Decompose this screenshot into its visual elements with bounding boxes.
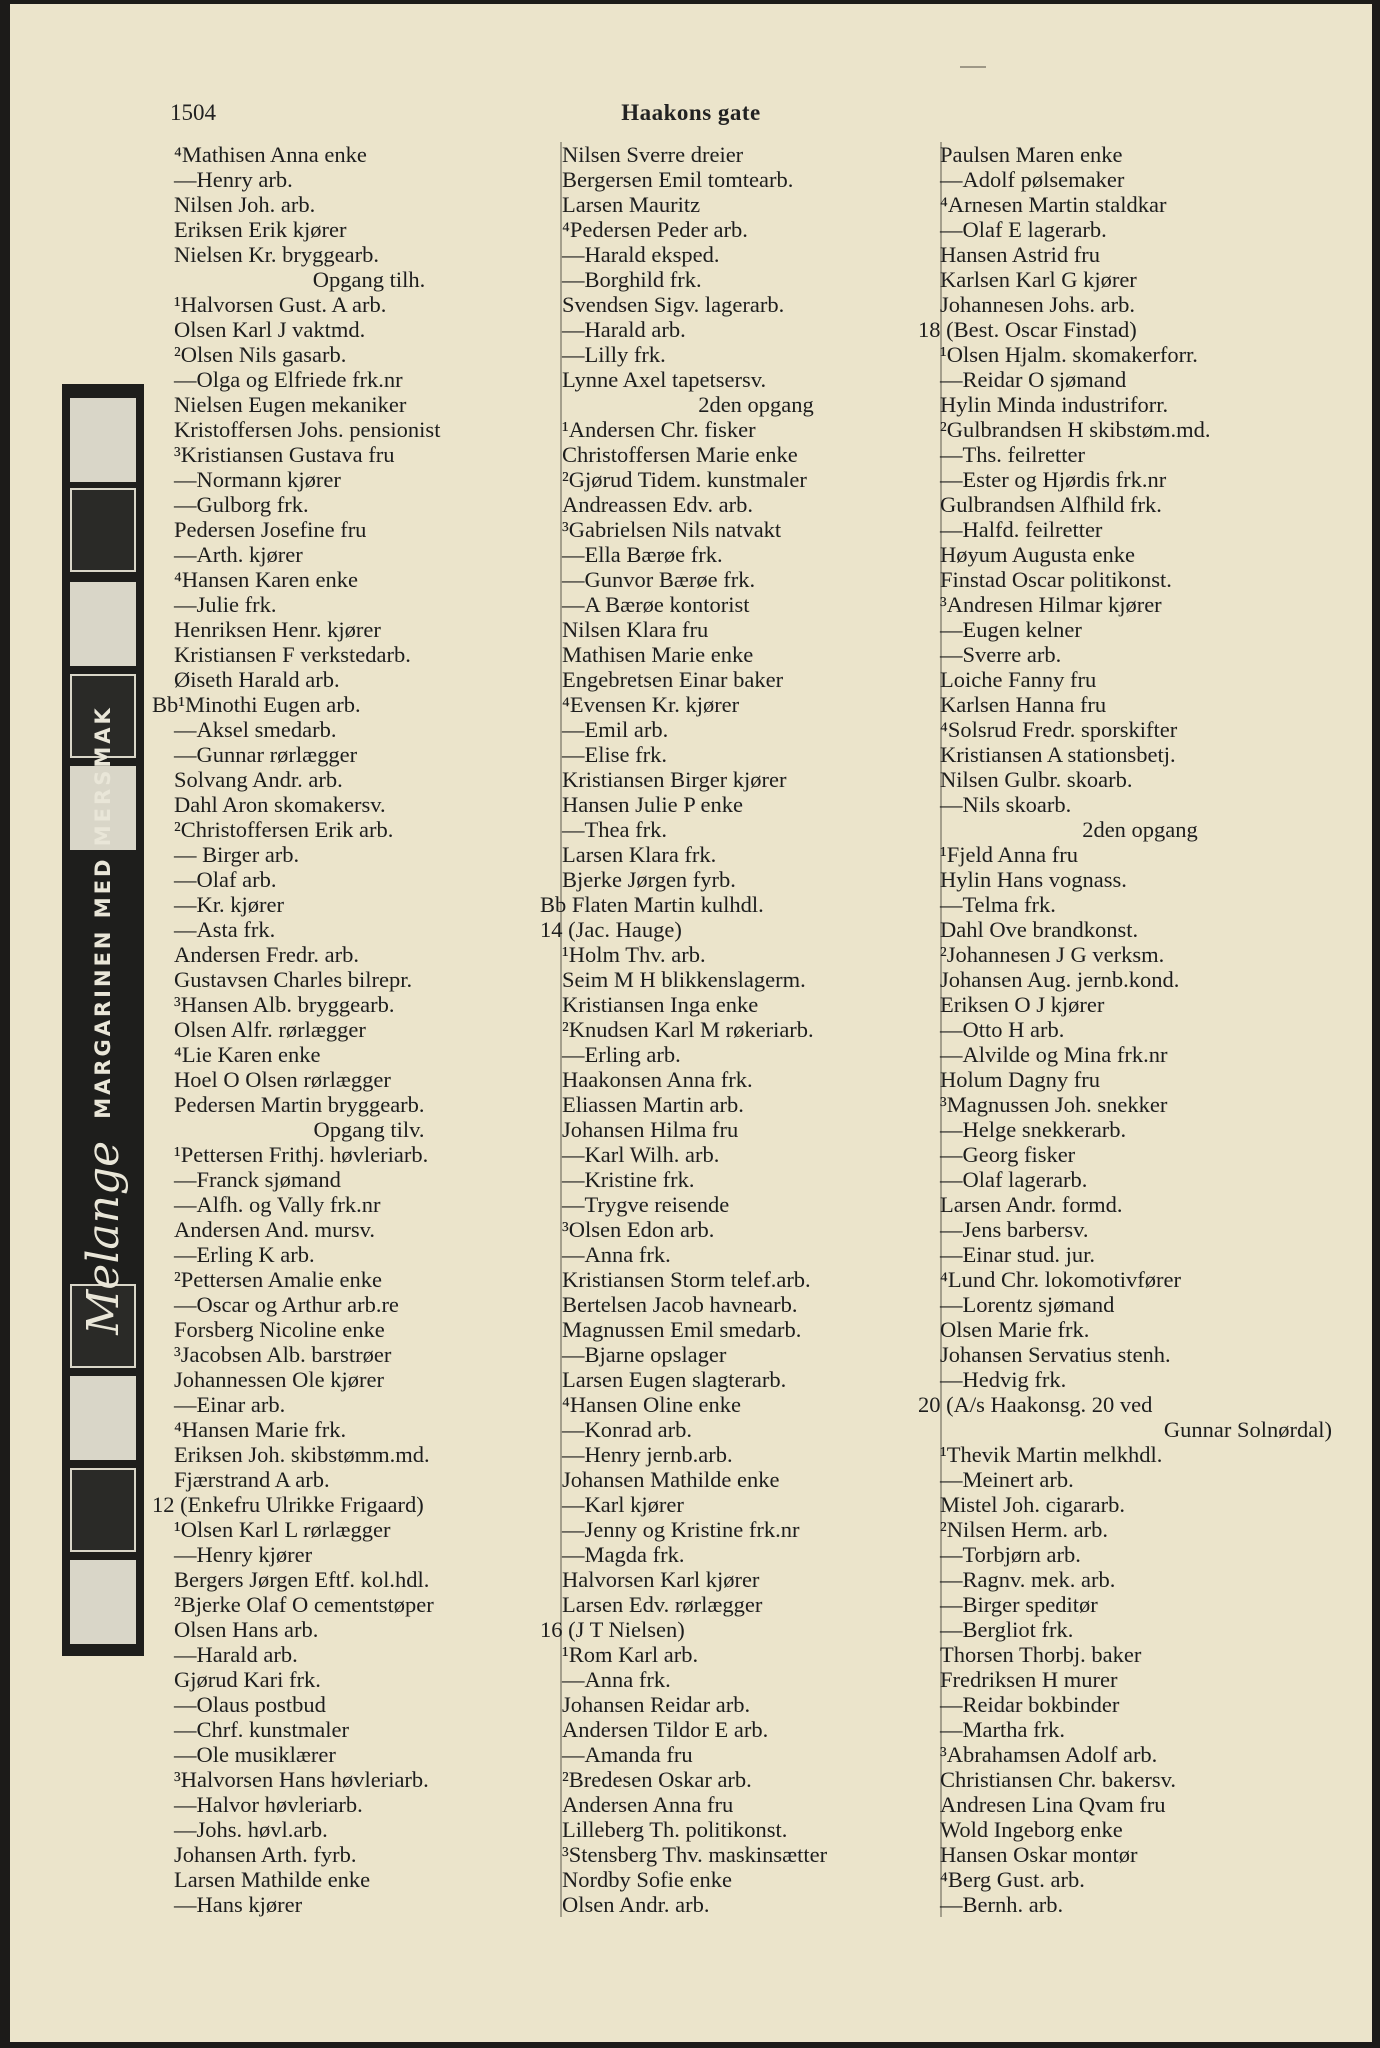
listing-entry: Karlsen Hanna fru: [940, 692, 1107, 717]
listing-entry: ³Jacobsen Alb. barstrøer: [174, 1342, 392, 1367]
building-heading: 16 (J T Nielsen): [540, 1617, 685, 1642]
listing-entry: Christiansen Chr. bakersv.: [940, 1767, 1177, 1792]
listing-entry: ³Kristiansen Gustava fru: [174, 442, 395, 467]
listing-entry: Eriksen Erik kjører: [174, 217, 347, 242]
listing-entry: —Franck sjømand: [174, 1167, 341, 1192]
listing-entry: Engebretsen Einar baker: [562, 667, 784, 692]
listing-column-2: [540, 142, 950, 1917]
listing-entry: —Harald arb.: [174, 1642, 298, 1667]
listing-entry: —Lorentz sjømand: [940, 1292, 1115, 1317]
listing-entry: ⁴Hansen Oline enke: [562, 1392, 742, 1417]
listing-entry: Loiche Fanny fru: [940, 667, 1097, 692]
listing-entry: —Asta frk.: [174, 917, 276, 942]
listing-entry: Holum Dagny fru: [940, 1067, 1100, 1092]
listing-entry: —A Bærøe kontorist: [562, 592, 750, 617]
listing-entry: —Bergliot frk.: [940, 1617, 1074, 1642]
listing-entry: —Martha frk.: [940, 1717, 1065, 1742]
listing-entry: Larsen Mathilde enke: [174, 1867, 371, 1892]
listing-entry: —Torbjørn arb.: [940, 1542, 1081, 1567]
listing-entry: —Lilly frk.: [562, 342, 666, 367]
listing-entry: Wold Ingeborg enke: [940, 1817, 1123, 1842]
listing-entry: —Helge snekkerarb.: [940, 1117, 1127, 1142]
listing-entry: —Einar stud. jur.: [940, 1242, 1095, 1267]
listing-entry: —Konrad arb.: [562, 1417, 692, 1442]
listing-entry: Øiseth Harald arb.: [174, 667, 340, 692]
listing-entry: Nilsen Gulbr. skoarb.: [940, 767, 1133, 792]
listing-column-1: [152, 142, 564, 1917]
listing-entry: Lilleberg Th. politikonst.: [562, 1817, 788, 1842]
listing-entry: Andersen Fredr. arb.: [174, 942, 359, 967]
listing-entry: ¹Pettersen Frithj. høvleriarb.: [174, 1142, 429, 1167]
listing-entry: —Henry arb.: [174, 167, 293, 192]
listing-entry: —Reidar O sjømand: [940, 367, 1127, 392]
listing-entry: Olsen Karl J vaktmd.: [174, 317, 366, 342]
listing-entry: Fredriksen H murer: [940, 1667, 1118, 1692]
listing-entry: —Erling arb.: [562, 1042, 681, 1067]
ad-brand: Melange: [77, 1140, 129, 1335]
listing-entry: ⁴Evensen Kr. kjører: [562, 692, 740, 717]
building-heading: Bb¹Minothi Eugen arb.: [152, 692, 361, 717]
listing-entry: ³Halvorsen Hans høvleriarb.: [174, 1767, 429, 1792]
listing-entry: ²Knudsen Karl M røkeriarb.: [562, 1017, 814, 1042]
listing-entry: Johannesen Johs. arb.: [940, 292, 1135, 317]
listing-entry: Finstad Oscar politikonst.: [940, 567, 1172, 592]
listing-entry: —Adolf pølsemaker: [940, 167, 1125, 192]
listing-entry: Dahl Aron skomakersv.: [174, 792, 386, 817]
listing-entry: Larsen Andr. formd.: [940, 1192, 1123, 1217]
listing-entry: Gunnar Solnørdal): [1163, 1417, 1332, 1442]
listing-entry: ¹Andersen Chr. fisker: [562, 417, 756, 442]
listing-entry: Bergersen Emil tomtearb.: [562, 167, 794, 192]
listing-entry: Forsberg Nicoline enke: [174, 1317, 385, 1342]
listing-entry: Nielsen Kr. bryggearb.: [174, 242, 379, 267]
listing-entry: Fjærstrand A arb.: [174, 1467, 330, 1492]
entrance-heading: 2den opgang: [698, 392, 814, 417]
listing-entry: —Julie frk.: [174, 592, 277, 617]
listing-entry: Larsen Edv. rørlægger: [562, 1592, 763, 1617]
listing-entry: ²Pettersen Amalie enke: [174, 1267, 382, 1292]
advertisement-text: [62, 384, 144, 1656]
page-title: Haakons gate: [621, 100, 761, 125]
building-heading: 20 (A/s Haakonsg. 20 ved: [918, 1392, 1153, 1417]
listing-entry: —Hans kjører: [174, 1892, 303, 1917]
listing-entry: —Normann kjører: [174, 467, 341, 492]
listing-entry: —Gulborg frk.: [174, 492, 309, 517]
listing-entry: —Elise frk.: [562, 742, 667, 767]
listing-entry: Magnussen Emil smedarb.: [562, 1317, 802, 1342]
listing-entry: —Karl Wilh. arb.: [562, 1142, 720, 1167]
listing-entry: Olsen Andr. arb.: [562, 1892, 710, 1917]
entrance-heading: Opgang tilv.: [313, 1117, 425, 1142]
listing-entry: Hansen Astrid fru: [940, 242, 1100, 267]
listing-entry: ³Abrahamsen Adolf arb.: [940, 1742, 1158, 1767]
listing-entry: Hylin Hans vognass.: [940, 867, 1127, 892]
listing-entry: Hansen Julie P enke: [562, 792, 743, 817]
listing-entry: Kristiansen Storm telef.arb.: [562, 1267, 811, 1292]
listing-entry: —Chrf. kunstmaler: [174, 1717, 349, 1742]
listing-entry: —Halfd. feilretter: [940, 517, 1103, 542]
listing-entry: Gulbrandsen Alfhild frk.: [940, 492, 1162, 517]
listing-entry: Nilsen Sverre dreier: [562, 142, 744, 167]
listing-entry: Høyum Augusta enke: [940, 542, 1135, 567]
listing-entry: Johannessen Ole kjører: [174, 1367, 384, 1392]
listing-entry: Eriksen O J kjører: [940, 992, 1105, 1017]
listing-entry: Mistel Joh. cigararb.: [940, 1492, 1125, 1517]
listing-entry: —Henry jernb.arb.: [562, 1442, 733, 1467]
listing-entry: Nilsen Klara fru: [562, 617, 709, 642]
listing-entry: Paulsen Maren enke: [940, 142, 1123, 167]
listing-entry: Thorsen Thorbj. baker: [940, 1642, 1142, 1667]
listing-entry: Andresen Lina Qvam fru: [940, 1792, 1166, 1817]
listing-entry: Nielsen Eugen mekaniker: [174, 392, 407, 417]
listing-entry: ²Johannesen J G verksm.: [940, 942, 1165, 967]
listing-entry: ³Magnussen Joh. snekker: [940, 1092, 1168, 1117]
listing-entry: —Reidar bokbinder: [940, 1692, 1120, 1717]
listing-entry: —Trygve reisende: [562, 1192, 730, 1217]
listing-entry: —Gunvor Bærøe frk.: [562, 567, 756, 592]
listing-entry: Johansen Servatius stenh.: [940, 1342, 1171, 1367]
listing-entry: ³Olsen Edon arb.: [562, 1217, 715, 1242]
listing-entry: ³Stensberg Thv. maskinsætter: [562, 1842, 828, 1867]
listing-entry: Kristiansen A stationsbetj.: [940, 742, 1176, 767]
listing-entry: —Hedvig frk.: [940, 1367, 1067, 1392]
listing-entry: —Gunnar rørlægger: [174, 742, 358, 767]
listing-entry: Johansen Arth. fyrb.: [174, 1842, 357, 1867]
listing-entry: ²Bredesen Oskar arb.: [562, 1767, 752, 1792]
listing-entry: —Birger speditør: [940, 1592, 1098, 1617]
listing-entry: Olsen Marie frk.: [940, 1317, 1090, 1342]
listing-entry: Olsen Hans arb.: [174, 1617, 319, 1642]
listing-entry: ⁴Arnesen Martin staldkar: [940, 192, 1167, 217]
listing-entry: ⁴Hansen Marie frk.: [174, 1417, 347, 1442]
listing-entry: —Emil arb.: [562, 717, 669, 742]
listing-entry: —Jens barbersv.: [940, 1217, 1089, 1242]
listing-entry: Andersen Tildor E arb.: [562, 1717, 769, 1742]
listing-entry: Dahl Ove brandkonst.: [940, 917, 1139, 942]
listing-entry: Hylin Minda industriforr.: [940, 392, 1169, 417]
listing-entry: ⁴Lund Chr. lokomotivfører: [940, 1267, 1181, 1292]
listing-entry: —Olaf E lagerarb.: [940, 217, 1107, 242]
listing-entry: —Eugen kelner: [940, 617, 1082, 642]
listing-entry: —Kristine frk.: [562, 1167, 695, 1192]
listing-entry: Nordby Sofie enke: [562, 1867, 732, 1892]
listing-entry: Johansen Mathilde enke: [562, 1467, 780, 1492]
listing-entry: —Erling K arb.: [174, 1242, 315, 1267]
listing-entry: Andersen Anna fru: [562, 1792, 734, 1817]
listing-entry: —Jenny og Kristine frk.nr: [562, 1517, 800, 1542]
listing-entry: —Thea frk.: [562, 817, 667, 842]
listing-entry: Halvorsen Karl kjører: [562, 1567, 760, 1592]
listing-entry: ⁴Solsrud Fredr. sporskifter: [940, 717, 1178, 742]
listing-entry: Seim M H blikkenslagerm.: [562, 967, 806, 992]
listing-entry: ⁴Lie Karen enke: [174, 1042, 321, 1067]
listing-entry: —Alvilde og Mina frk.nr: [940, 1042, 1168, 1067]
listing-entry: —Harald eksped.: [562, 242, 720, 267]
building-heading: 18 (Best. Oscar Finstad): [918, 317, 1137, 342]
page-number: 1504: [170, 100, 216, 125]
listing-entry: ³Hansen Alb. bryggearb.: [174, 992, 395, 1017]
listing-entry: Eliassen Martin arb.: [562, 1092, 744, 1117]
listing-entry: —Sverre arb.: [940, 642, 1062, 667]
listing-entry: Pedersen Martin bryggearb.: [174, 1092, 425, 1117]
listing-entry: Bertelsen Jacob havnearb.: [562, 1292, 798, 1317]
listing-entry: ¹Fjeld Anna fru: [940, 842, 1078, 867]
listing-entry: ²Gulbrandsen H skibstøm.md.: [940, 417, 1211, 442]
listing-entry: Pedersen Josefine fru: [174, 517, 367, 542]
listing-entry: —Bjarne opslager: [562, 1342, 727, 1367]
listing-entry: Hansen Oskar montør: [940, 1842, 1138, 1867]
listing-entry: —Bernh. arb.: [940, 1892, 1064, 1917]
listing-entry: —Ole musiklærer: [174, 1742, 336, 1767]
listing-entry: Haakonsen Anna frk.: [562, 1067, 753, 1092]
listing-entry: Johansen Reidar arb.: [562, 1692, 751, 1717]
listing-entry: —Aksel smedarb.: [174, 717, 337, 742]
building-heading: 14 (Jac. Hauge): [540, 917, 682, 942]
listing-entry: —Olaf arb.: [174, 867, 277, 892]
listing-entry: ²Olsen Nils gasarb.: [174, 342, 347, 367]
listing-entry: —Arth. kjører: [174, 542, 303, 567]
listing-entry: ¹Thevik Martin melkhdl.: [940, 1442, 1163, 1467]
listing-entry: Eriksen Joh. skibstømm.md.: [174, 1442, 430, 1467]
page-header: [10, 100, 1372, 130]
listing-entry: ⁴Berg Gust. arb.: [940, 1867, 1085, 1892]
listing-entry: —Otto H arb.: [940, 1017, 1065, 1042]
listing-entry: —Olaus postbud: [174, 1692, 326, 1717]
building-heading: Bb Flaten Martin kulhdl.: [540, 892, 764, 917]
listing-entry: ¹Holm Thv. arb.: [562, 942, 706, 967]
listing-entry: Christoffersen Marie enke: [562, 442, 798, 467]
listing-entry: —Ragnv. mek. arb.: [940, 1567, 1116, 1592]
listing-entry: —Halvor høvleriarb.: [174, 1792, 363, 1817]
listing-entry: —Borghild frk.: [562, 267, 702, 292]
listing-entry: ¹Olsen Karl L rørlægger: [174, 1517, 391, 1542]
entrance-heading: 2den opgang: [1082, 817, 1198, 842]
listing-entry: ¹Rom Karl arb.: [562, 1642, 699, 1667]
listing-entry: —Olga og Elfriede frk.nr: [174, 367, 403, 392]
listing-entry: ²Bjerke Olaf O cementstøper: [174, 1592, 434, 1617]
listing-entry: Kristiansen F verkstedarb.: [174, 642, 411, 667]
print-mark: [960, 66, 986, 68]
listing-entry: Henriksen Henr. kjører: [174, 617, 381, 642]
listing-entry: ¹Halvorsen Gust. A arb.: [174, 292, 387, 317]
listing-entry: Andersen And. mursv.: [174, 1217, 376, 1242]
listing-entry: ³Andresen Hilmar kjører: [940, 592, 1162, 617]
listing-entry: —Amanda fru: [562, 1742, 693, 1767]
listing-entry: —Olaf lagerarb.: [940, 1167, 1088, 1192]
listing-entry: —Ths. feilretter: [940, 442, 1085, 467]
listing-entry: Larsen Klara frk.: [562, 842, 717, 867]
listing-entry: Karlsen Karl G kjører: [940, 267, 1137, 292]
listing-entry: — Birger arb.: [174, 842, 300, 867]
listing-entry: —Johs. høvl.arb.: [174, 1817, 328, 1842]
listing-entry: Kristiansen Birger kjører: [562, 767, 787, 792]
listing-entry: —Nils skoarb.: [940, 792, 1072, 817]
listing-entry: —Telma frk.: [940, 892, 1056, 917]
listing-entry: Bergers Jørgen Eftf. kol.hdl.: [174, 1567, 430, 1592]
listing-entry: Solvang Andr. arb.: [174, 767, 343, 792]
listing-entry: ²Christoffersen Erik arb.: [174, 817, 394, 842]
listing-entry: —Oscar og Arthur arb.re: [174, 1292, 399, 1317]
listing-entry: Gustavsen Charles bilrepr.: [174, 967, 413, 992]
listing-entry: —Meinert arb.: [940, 1467, 1074, 1492]
listing-column-3: [918, 142, 1340, 1917]
listing-entry: Bjerke Jørgen fyrb.: [562, 867, 736, 892]
ad-slogan: MARGARINEN MED MERSMAK: [91, 705, 115, 1119]
listing-entry: Andreassen Edv. arb.: [562, 492, 753, 517]
listing-entry: ³Gabrielsen Nils natvakt: [562, 517, 782, 542]
listing-entry: Lynne Axel tapetsersv.: [562, 367, 767, 392]
listing-entry: —Kr. kjører: [174, 892, 284, 917]
listing-entry: Nilsen Joh. arb.: [174, 192, 316, 217]
listing-entry: —Anna frk.: [562, 1242, 671, 1267]
listing-entry: —Harald arb.: [562, 317, 686, 342]
listing-entry: Hoel O Olsen rørlægger: [174, 1067, 391, 1092]
listing-entry: —Georg fisker: [940, 1142, 1076, 1167]
listing-entry: ⁴Pedersen Peder arb.: [562, 217, 748, 242]
listing-entry: Gjørud Kari frk.: [174, 1667, 321, 1692]
listing-entry: Kristiansen Inga enke: [562, 992, 759, 1017]
listing-entry: —Karl kjører: [562, 1492, 684, 1517]
listing-entry: Johansen Hilma fru: [562, 1117, 739, 1142]
building-heading: 12 (Enkefru Ulrikke Frigaard): [152, 1492, 424, 1517]
listing-entry: —Alfh. og Vally frk.nr: [174, 1192, 381, 1217]
listing-entry: —Ella Bærøe frk.: [562, 542, 723, 567]
listing-entry: Mathisen Marie enke: [562, 642, 754, 667]
listing-entry: ⁴Hansen Karen enke: [174, 567, 359, 592]
listing-entry: ²Nilsen Herm. arb.: [940, 1517, 1108, 1542]
listing-entry: Johansen Aug. jernb.kond.: [940, 967, 1180, 992]
listing-entry: —Henry kjører: [174, 1542, 313, 1567]
listing-entry: —Magda frk.: [562, 1542, 685, 1567]
listing-entry: Olsen Alfr. rørlægger: [174, 1017, 366, 1042]
listing-entry: ²Gjørud Tidem. kunstmaler: [562, 467, 807, 492]
listing-entry: Larsen Mauritz: [562, 192, 701, 217]
listing-entry: ⁴Mathisen Anna enke: [174, 142, 367, 167]
listing-entry: Kristoffersen Johs. pensionist: [174, 417, 441, 442]
listing-entry: Svendsen Sigv. lagerarb.: [562, 292, 785, 317]
listing-entry: Larsen Eugen slagterarb.: [562, 1367, 787, 1392]
advertisement-strip: [62, 384, 144, 1656]
listing-entry: —Ester og Hjørdis frk.nr: [940, 467, 1167, 492]
entrance-heading: Opgang tilh.: [312, 267, 426, 292]
listing-entry: —Anna frk.: [562, 1667, 671, 1692]
listing-entry: —Einar arb.: [174, 1392, 286, 1417]
listing-entry: ¹Olsen Hjalm. skomakerforr.: [940, 342, 1198, 367]
directory-page: [10, 4, 1372, 2042]
